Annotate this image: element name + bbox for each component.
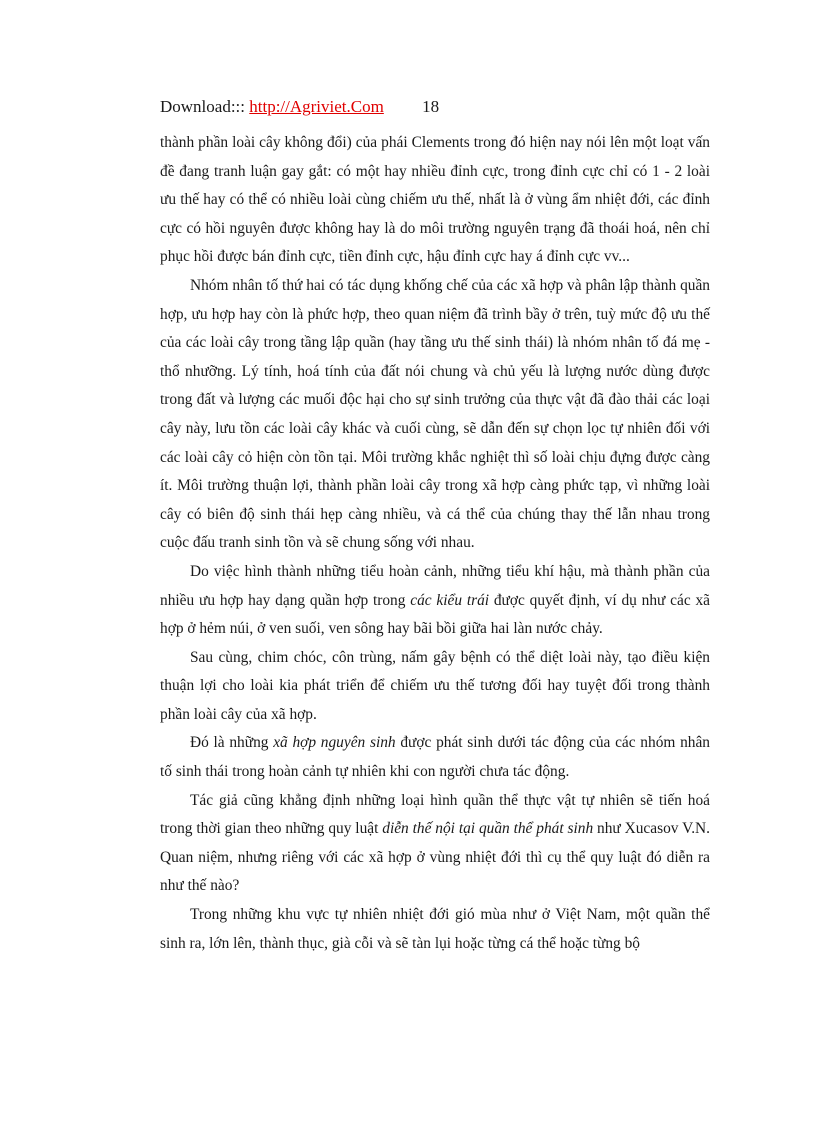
paragraph-6-text-b: như Xucasov V.N. Quan niệm, nhưng riêng với các xã hợp ở vùng nhiệt đới thì cụ thể quy luật đó diễn ra như thế nào? (160, 820, 711, 895)
paragraph-5-text-a: Đó là những (190, 734, 274, 752)
agriviet-link[interactable]: http://Agriviet.Com (249, 97, 384, 116)
page-header (160, 95, 710, 121)
paragraph-6-text-a: Tác giả cũng khẳng định những loại hình quần thể thực vật tự nhiên sẽ tiến hoá trong thời gian theo những quy luật (160, 791, 710, 838)
paragraph-7: Trong những khu vực tự nhiên nhiệt đới gió mùa như ở Việt Nam, một quần thể sinh ra, lớn lên, thành thục, già cỗi và sẽ tàn lụi hoặc từng cá thể hoặc từng bộ (160, 906, 710, 952)
paragraph-3-emphasis: các kiểu trái (410, 591, 490, 609)
paragraph-3-text-a: Do việc hình thành những tiểu hoàn cảnh, những tiểu khí hậu, mà thành phần của nhiều ưu hợp hay dạng quần hợp trong (160, 562, 710, 609)
body-text (160, 129, 710, 958)
paragraph-6 (160, 787, 710, 901)
paragraph-3-text-b: được quyết định, ví dụ như các xã hợp ở hẻm núi, ở ven suối, ven sông hay bãi bồi giữa hai làn nước chảy. (160, 591, 710, 638)
paragraph-5-text-b: được phát sinh dưới tác động của các nhóm nhân tố sinh thái trong hoàn cảnh tự nhiên khi con người chưa tác động. (160, 734, 710, 781)
paragraph-3 (160, 558, 710, 644)
page-number: 18 (422, 97, 440, 116)
paragraph-2: Nhóm nhân tố thứ hai có tác dụng khống chế của các xã hợp và phân lập thành quần hợp, ưu hợp hay còn là phức hợp, theo quan niệm đã trình bầy ở trên, tuỳ mức độ ưu thế của các loài cây trong tầng lập quần (hay tầng ưu thế sinh thái) là nhóm nhân tố đá mẹ - thổ nhưỡng. Lý tính, hoá tính của đất nói chung và chủ yếu là lượng nước dùng được trong đất và lượng các muối độc hại cho sự sinh trưởng của thực vật đã đào thải các loại cây này, lưu tồn các loài cây khác và cuối cùng, sẽ dẫn đến sự chọn lọc tự nhiên đối với các loài cây cỏ hiện còn tồn tại. Môi trường khắc nghiệt thì số loài chịu đựng được càng ít. Môi trường thuận lợi, thành phần loài cây trong xã hợp càng phức tạp, vì những loài cây có biên độ sinh thái hẹp càng nhiều, và cá thể của chúng thay thế lẫn nhau trong cuộc đấu tranh sinh tồn và sẽ chung sống với nhau. (160, 276, 710, 552)
paragraph-5 (160, 729, 710, 786)
document-page (160, 95, 710, 958)
download-label: Download::: (160, 97, 245, 116)
paragraph-6-emphasis: diễn thế nội tại quần thể phát sinh (382, 820, 594, 838)
paragraph-4: Sau cùng, chim chóc, côn trùng, nấm gây bệnh có thể diệt loài này, tạo điều kiện thuận lợi cho loài kia phát triển để chiếm ưu thế tương đối hay tuyệt đối trong thành phần loài cây của xã hợp. (160, 648, 710, 723)
paragraph-1: thành phần loài cây không đổi) của phái Clements trong đó hiện nay nói lên một loạt vấn đề đang tranh luận gay gắt: có một hay nhiều đỉnh cực, trong đỉnh cực chỉ có 1 - 2 loài ưu thế hay có thể có nhiều loài cùng chiếm ưu thế, nhất là ở vùng ẩm nhiệt đới, các đỉnh cực có hồi nguyên được không hay là do môi trường nguyên trạng đã thoái hoá, nên chỉ phục hồi được bán đỉnh cực, tiền đỉnh cực, hậu đỉnh cực hay á đỉnh cực vv... (160, 134, 710, 266)
paragraph-5-emphasis: xã hợp nguyên sinh (273, 734, 396, 752)
